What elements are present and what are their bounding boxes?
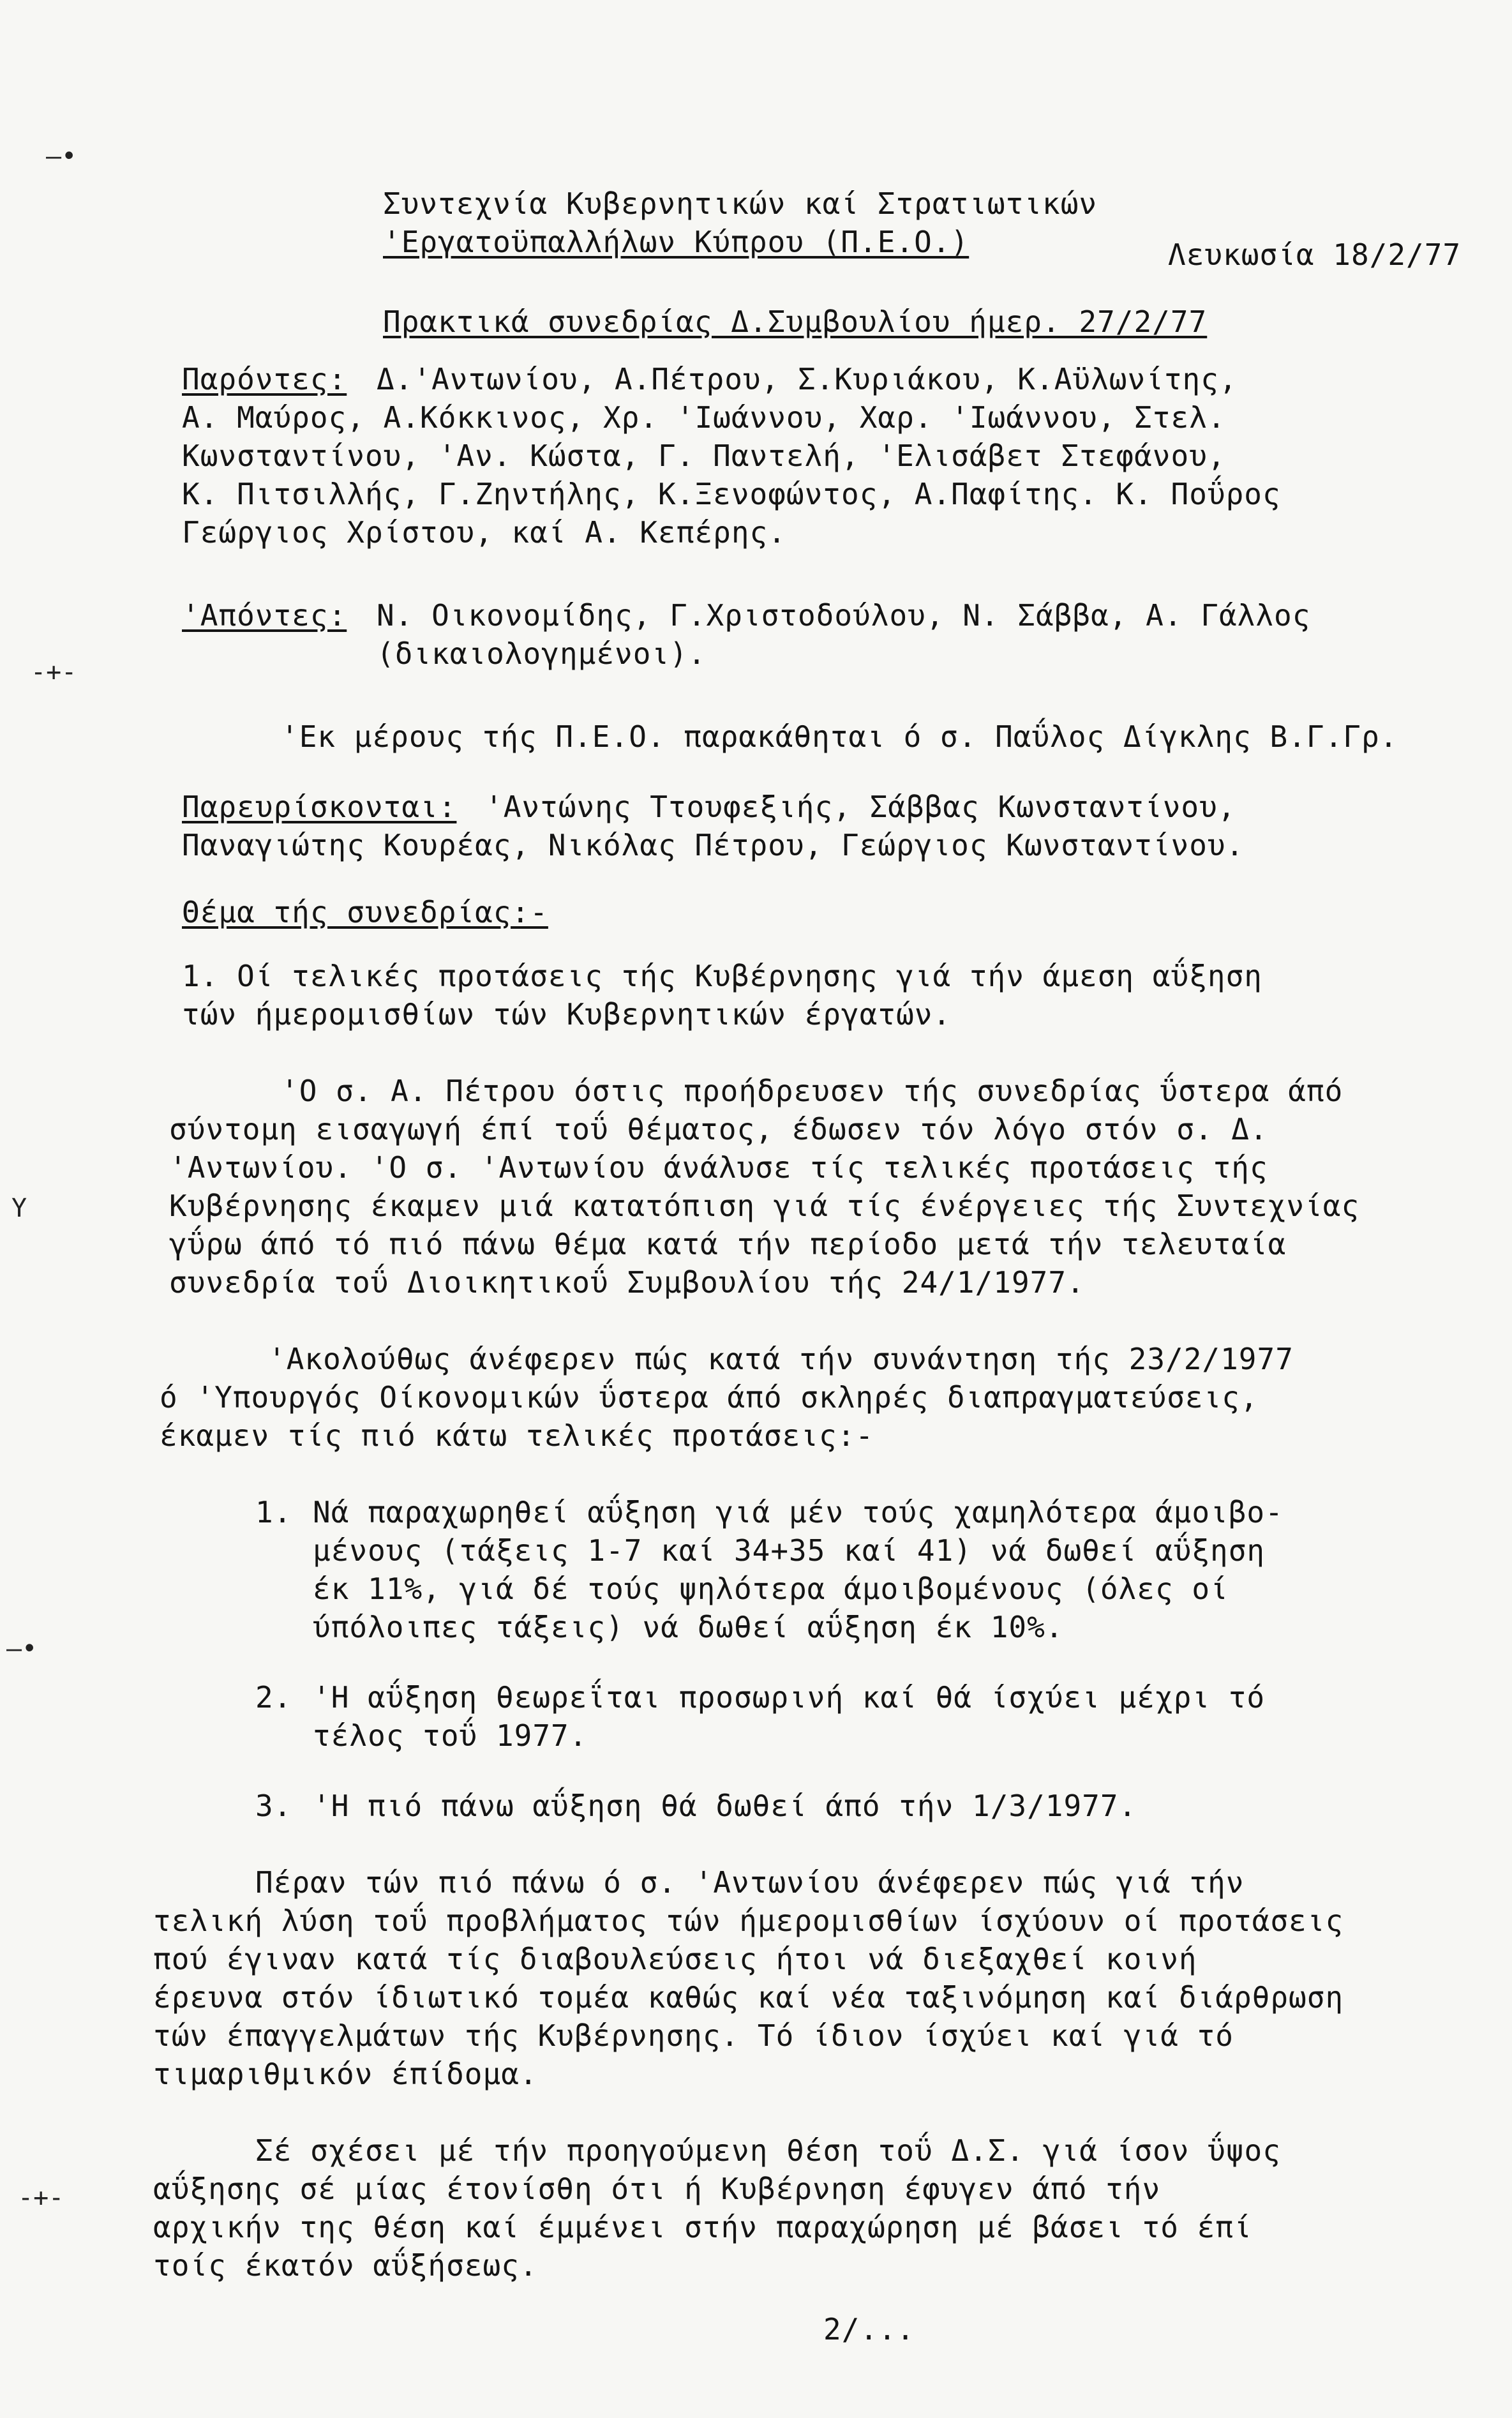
paragraph-line: σύντομη εισαγωγή έπί τοΰ θέματος, έδωσεν τόν λόγο στόν σ. Δ.	[169, 1112, 1268, 1146]
proposal-line: μένους (τάξεις 1-7 καί 34+35 καί 41) νά δωθεί αΰξηση	[313, 1533, 1266, 1568]
paragraph-line: Κυβέρνησης έκαμεν μιά κατατόπιση γιά τίς ένέργειες τής Συντεχνίας	[169, 1189, 1360, 1223]
agenda-item-line: 1. Οί τελικές προτάσεις τής Κυβέρνησης γιά τήν άμεση αΰξηση	[182, 959, 1262, 993]
paragraph-line: γΰρω άπό τό πιό πάνω θέμα κατά τήν περίοδο μετά τήν τελευταία	[169, 1227, 1287, 1261]
attending-label: Παρευρίσκονται:	[182, 790, 457, 824]
paragraph-line: 'Ακολούθως άνέφερεν πώς κατά τήν συνάντηση τής 23/2/1977	[268, 1342, 1294, 1376]
attending-line: 'Αντώνης Ττουφεξιής, Σάββας Κωνσταντίνου,	[485, 790, 1236, 824]
paragraph-line: τιμαριθμικόν έπίδομα.	[153, 2057, 538, 2091]
union-name-line2: 'Εργατοϋπαλλήλων Κύπρου (Π.Ε.Ο.)	[383, 225, 969, 259]
paragraph-line: ό 'Υπουργός Οίκονομικών ΰστερα άπό σκληρές διαπραγματεύσεις,	[160, 1380, 1259, 1415]
paragraph-line: έκαμεν τίς πιό κάτω τελικές προτάσεις:-	[160, 1418, 874, 1453]
proposal-number: 2.	[255, 1680, 292, 1715]
absent-label: 'Απόντες:	[182, 598, 347, 633]
attending-line: Παναγιώτης Κουρέας, Νικόλας Πέτρου, Γεώργιος Κωνσταντίνου.	[182, 828, 1245, 862]
paragraph-line: τών έπαγγελμάτων τής Κυβέρνησης. Τό ίδιον ίσχύει καί γιά τό	[153, 2018, 1234, 2053]
paragraph-line: πού έγιναν κατά τίς διαβουλεύσεις ήτοι νά διεξαχθεί κοινή	[153, 1942, 1197, 1976]
proposal-line: έκ 11%, γιά δέ τούς ψηλότερα άμοιβομένους (όλες οί	[313, 1572, 1229, 1606]
paragraph-line: αΰξησης σέ μίας έτονίσθη ότι ή Κυβέρνηση έφυγεν άπό τήν	[153, 2172, 1161, 2206]
present-line: Δ.'Αντωνίου, Α.Πέτρου, Σ.Κυριάκου, Κ.Αϋλωνίτης,	[377, 362, 1238, 396]
paragraph-line: Σέ σχέσει μέ τήν προηγούμενη θέση τοΰ Δ.Σ. γιά ίσον ΰψος	[255, 2133, 1281, 2168]
agenda-label: Θέμα τής συνεδρίας:-	[182, 895, 548, 929]
on-behalf-line: 'Εκ μέρους τής Π.Ε.Ο. παρακάθηται ό σ. Παΰλος Δίγκλης Β.Γ.Γρ.	[281, 719, 1398, 754]
present-label: Παρόντες:	[182, 362, 347, 396]
paragraph-line: αρχικήν της θέση καί έμμένει στήν παραχώρηση μέ βάσει τό έπί	[153, 2210, 1252, 2244]
agenda-item-line: τών ήμερομισθίων τών Κυβερνητικών έργατών.	[182, 997, 952, 1032]
paragraph-line: έρευνα στόν ίδιωτικό τομέα καθώς καί νέα ταξινόμηση καί διάρθρωση	[153, 1980, 1344, 2015]
proposal-number: 1.	[255, 1495, 292, 1529]
present-line: Κωνσταντίνου, 'Αν. Κώστα, Γ. Παντελή, 'Ελισάβετ Στεφάνου,	[182, 439, 1226, 473]
proposal-line: τέλος τοΰ 1977.	[313, 1718, 588, 1753]
margin-mark: Y	[11, 1194, 27, 1223]
paragraph-line: τελική λύση τοΰ προβλήματος τών ήμερομισθίων ίσχύουν οί προτάσεις	[153, 1904, 1344, 1938]
paragraph-line: τοίς έκατόν αΰξήσεως.	[153, 2248, 538, 2283]
place-date: Λευκωσία 18/2/77	[1168, 237, 1462, 272]
union-name-line1: Συντεχνία Κυβερνητικών καί Στρατιωτικών	[383, 186, 1098, 221]
minutes-title: Πρακτικά συνεδρίας Δ.Συμβουλίου ήμερ. 27/2/77	[383, 304, 1208, 339]
paragraph-line: 'Ο σ. Α. Πέτρου όστις προήδρευσεν τής συνεδρίας ΰστερα άπό	[281, 1074, 1344, 1108]
proposal-line: 'Η αΰξηση θεωρεΐται προσωρινή καί θά ίσχύει μέχρι τό	[313, 1680, 1266, 1715]
absent-line: Ν. Οικονομίδης, Γ.Χριστοδούλου, Ν. Σάββα, Α. Γάλλος	[377, 598, 1311, 633]
proposal-line: 'Η πιό πάνω αΰξηση θά δωθεί άπό τήν 1/3/1977.	[313, 1789, 1137, 1823]
present-line: Γεώργιος Χρίστου, καί Α. Κεπέρης.	[182, 515, 786, 550]
absent-line: (δικαιολογημένοι).	[377, 636, 707, 671]
margin-mark: —•	[46, 142, 77, 171]
proposal-line: Νά παραχωρηθεί αΰξηση γιά μέν τούς χαμηλότερα άμοιβο-	[313, 1495, 1284, 1529]
paragraph-line: Πέραν τών πιό πάνω ό σ. 'Αντωνίου άνέφερεν πώς γιά τήν	[255, 1865, 1245, 1900]
paragraph-line: συνεδρία τοΰ Διοικητικοΰ Συμβουλίου τής 24/1/1977.	[169, 1265, 1085, 1300]
proposal-line: ύπόλοιπες τάξεις) νά δωθεί αΰξηση έκ 10%.	[313, 1610, 1064, 1644]
present-line: Κ. Πιτσιλλής, Γ.Ζηντήλης, Κ.Ξενοφώντος, Α.Παφίτης. Κ. Ποΰρος	[182, 477, 1281, 511]
margin-mark: —•	[6, 1634, 38, 1663]
paragraph-line: 'Αντωνίου. 'Ο σ. 'Αντωνίου άνάλυσε τίς τελικές προτάσεις τής	[169, 1150, 1268, 1185]
page-continuation: 2/...	[823, 2312, 915, 2347]
margin-mark: -+-	[18, 2183, 64, 2212]
proposal-number: 3.	[255, 1789, 292, 1823]
present-line: Α. Μαύρος, Α.Κόκκινος, Χρ. 'Ιωάννου, Χαρ. 'Ιωάννου, Στελ.	[182, 400, 1226, 435]
margin-mark: -+-	[31, 657, 77, 687]
